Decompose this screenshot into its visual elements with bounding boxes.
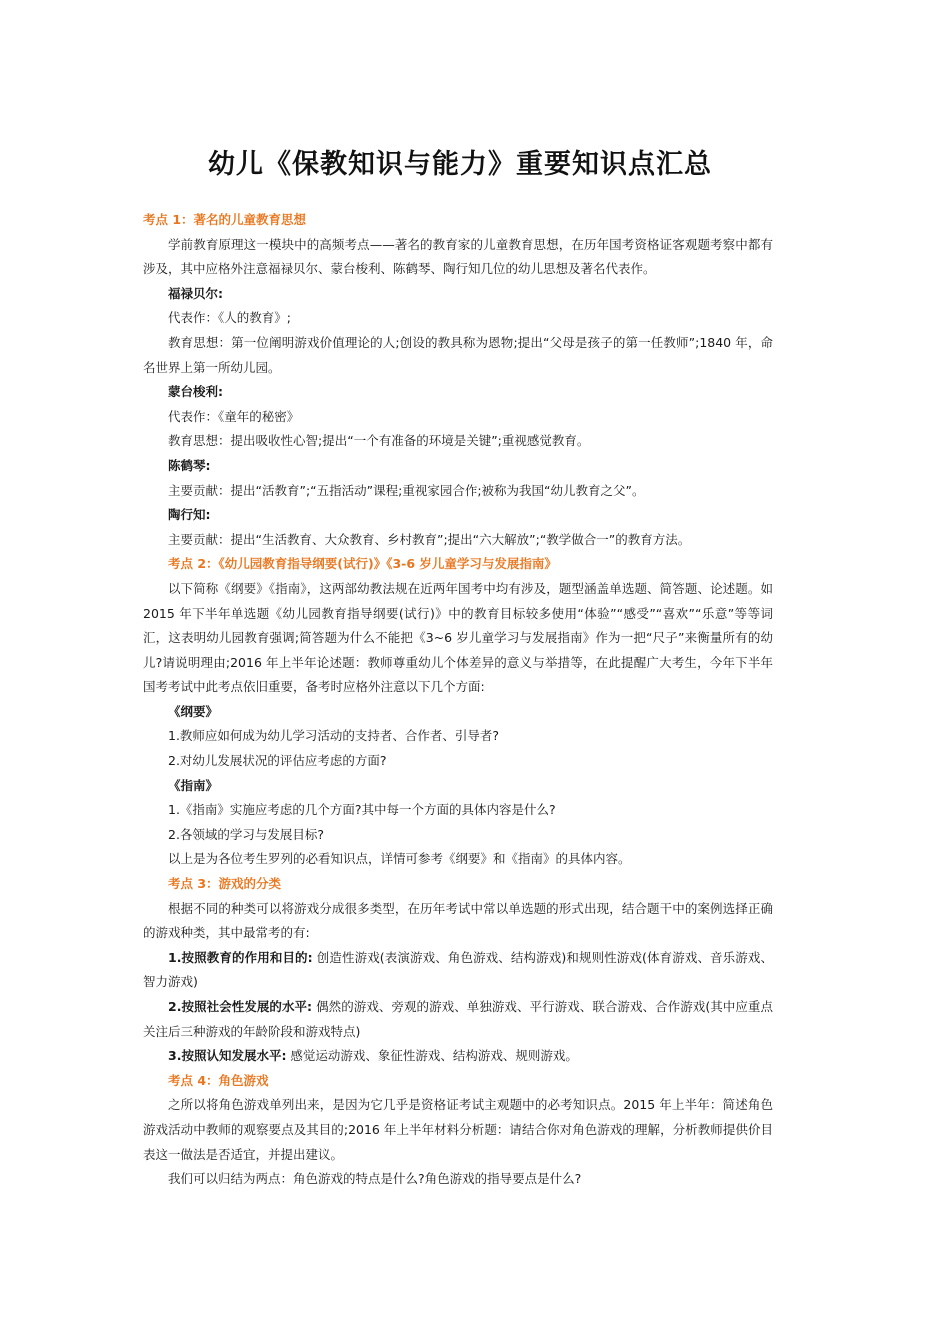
- sub-label: 《纲要》: [168, 703, 219, 719]
- list-item: 1.《指南》实施应考虑的几个方面?其中每一个方面的具体内容是什么?: [168, 802, 556, 818]
- main-contribution: 主要贡献：提出“生活教育、大众教育、乡村教育”;提出“六大解放”;“教学做合一”的教育方法。: [168, 531, 691, 547]
- list-item: 1.教师应如何成为幼儿学习活动的支持者、合作者、引导者?: [168, 728, 500, 744]
- classification-item: [143, 1044, 773, 1069]
- educational-thought: 教育思想：提出吸收性心智;提出“一个有准备的环境是关键”;重视感觉教育。: [168, 433, 590, 449]
- list-item: 2.对幼儿发展状况的评估应考虑的方面?: [168, 753, 387, 769]
- section-heading: 考点 2：《幼儿园教育指导纲要(试行)》《3-6 岁儿童学习与发展指南》: [168, 556, 557, 572]
- classification-lead: 3.按照认知发展水平:: [168, 1048, 287, 1064]
- paragraph: 我们可以归结为两点：角色游戏的特点是什么?角色游戏的指导要点是什么?: [168, 1171, 582, 1187]
- sub-label: 《指南》: [168, 777, 219, 793]
- classification-item: [143, 946, 773, 995]
- document-body: [143, 208, 773, 1192]
- representative-work: 代表作：《人的教育》;: [168, 310, 291, 326]
- paragraph: 以上是为各位考生罗列的必看知识点，详情可参考《纲要》和《指南》的具体内容。: [168, 851, 631, 867]
- classification-text: 感觉运动游戏、象征性游戏、结构游戏、规则游戏。: [286, 1048, 578, 1064]
- educator-name: 陈鹤琴:: [168, 457, 211, 473]
- classification-text: 创造性游戏(表演游戏、角色游戏、结构游戏)和规则性游戏(体育游戏、音乐游戏、智力游戏): [143, 949, 773, 990]
- educational-thought: 教育思想：第一位阐明游戏价值理论的人;创设的教具称为恩物;提出“父母是孩子的第一任教师”;1840 年，命名世界上第一所幼儿园。: [143, 334, 773, 375]
- paragraph: 之所以将角色游戏单列出来，是因为它几乎是资格证考试主观题中的必考知识点。2015 年上半年：简述角色游戏活动中教师的观察要点及其目的;2016 年上半年材料分析题：请结合你对角色游戏的理解，分析教师提供价目表这一做法是否适宜，并提出建议。: [143, 1097, 773, 1162]
- educator-name: 蒙台梭利:: [168, 384, 223, 400]
- section-heading: 考点 3：游戏的分类: [168, 876, 282, 892]
- classification-lead: 1.按照教育的作用和目的:: [168, 949, 313, 965]
- main-contribution: 主要贡献：提出“活教育”;“五指活动”课程;重视家园合作;被称为我国“幼儿教育之父”。: [168, 482, 645, 498]
- list-item: 2.各领域的学习与发展目标?: [168, 826, 325, 842]
- paragraph: 以下简称《纲要》《指南》，这两部幼教法规在近两年国考中均有涉及，题型涵盖单选题、简答题、论述题。如 2015 年下半年单选题《幼儿园教育指导纲要(试行)》中的教育目标较多使用“体验”“感受”“喜欢”“乐意”等等词汇，这表明幼儿园教育强调;简答题为什么不能把《3~6 岁儿童学习与发展指南》作为一把“尺子”来衡量所有的幼儿?请说明理由;2016 年上半年论述题：教师尊重幼儿个体差异的意义与举措等，在此提醒广大考生，今年下半年国考考试中此考点依旧重要，备考时应格外注意以下几个方面:: [143, 580, 773, 695]
- document-title: 幼儿《保教知识与能力》重要知识点汇总: [208, 149, 712, 180]
- paragraph: 根据不同的种类可以将游戏分成很多类型，在历年考试中常以单选题的形式出现，结合题干中的案例选择正确的游戏种类，其中最常考的有:: [143, 900, 773, 941]
- paragraph: 学前教育原理这一模块中的高频考点——著名的教育家的儿童教育思想，在历年国考资格证客观题考察中都有涉及，其中应格外注意福禄贝尔、蒙台梭利、陈鹤琴、陶行知几位的幼儿思想及著名代表作。: [143, 236, 773, 277]
- educator-name: 陶行知:: [168, 507, 211, 523]
- section-heading: 考点 1：著名的儿童教育思想: [143, 212, 307, 227]
- classification-item: [143, 995, 773, 1044]
- educator-name: 福禄贝尔:: [168, 285, 223, 301]
- representative-work: 代表作：《童年的秘密》: [168, 408, 300, 424]
- section-heading: 考点 4：角色游戏: [168, 1072, 269, 1088]
- classification-text: 偶然的游戏、旁观的游戏、单独游戏、平行游戏、联合游戏、合作游戏(其中应重点关注后三种游戏的年龄阶段和游戏特点): [143, 999, 773, 1039]
- classification-lead: 2.按照社会性发展的水平:: [168, 999, 313, 1014]
